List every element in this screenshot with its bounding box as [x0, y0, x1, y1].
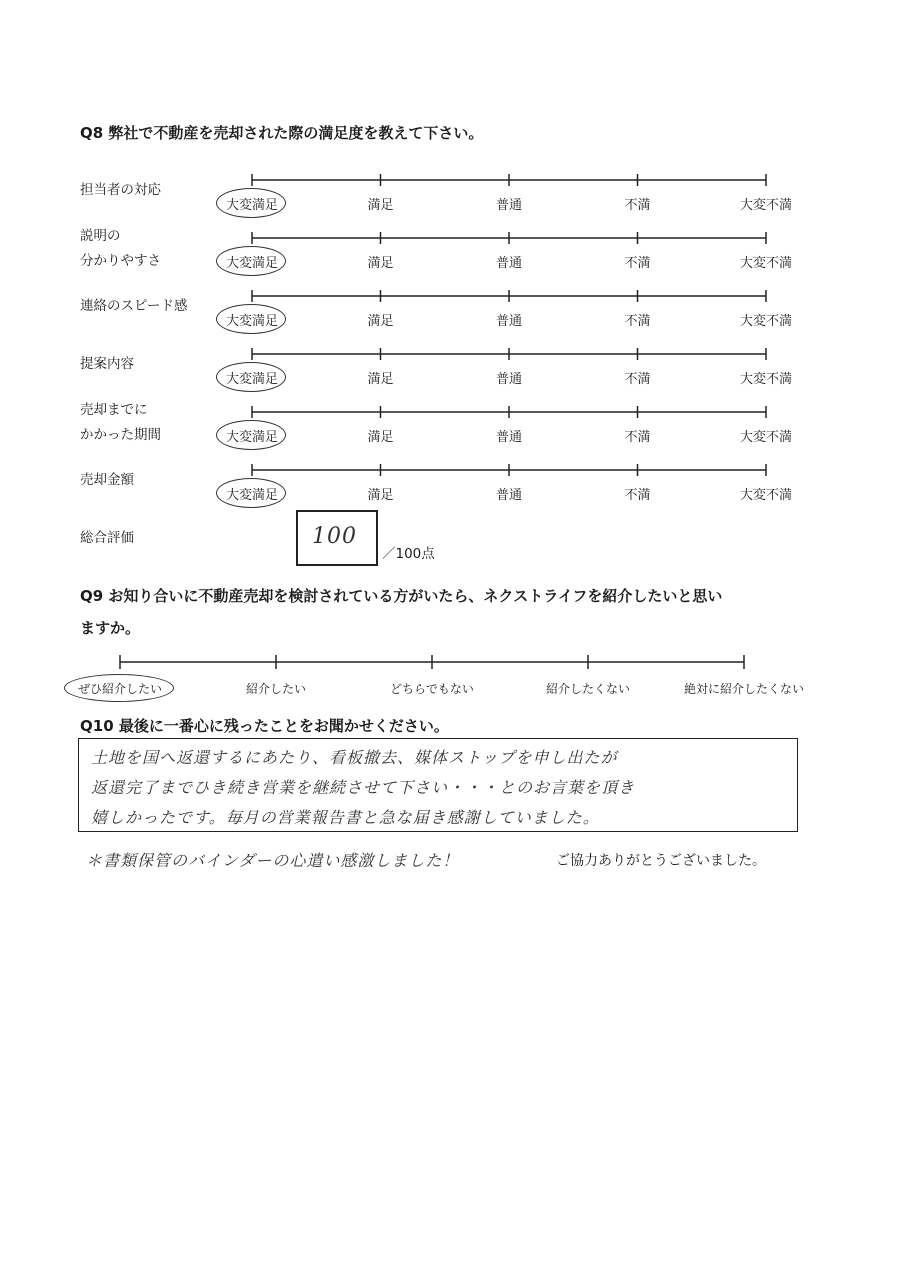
overall-max: ／100点 — [382, 546, 435, 562]
q8-row-2-option-label: 満足 — [367, 314, 394, 329]
q8-row-1-option-label: 不満 — [624, 256, 651, 271]
q9-option-label: どちらでもない — [390, 682, 474, 696]
q8-row-5-option-label: 大変不満 — [739, 488, 793, 503]
q8-row-3-option-label: 満足 — [367, 372, 394, 387]
q8-row-1-option-label: 大変不満 — [739, 256, 793, 271]
q9-option-label: ぜひ紹介したい — [77, 682, 163, 696]
q8-row-5-option-label: 大変満足 — [225, 488, 279, 503]
q8-row-2-option-label: 普通 — [495, 314, 523, 329]
q8-row-2-option-label: 不満 — [624, 314, 651, 329]
q10-title: Q10 最後に一番心に残ったことをお聞かせください。 — [80, 717, 449, 735]
q8-row-0-option-label: 満足 — [367, 198, 394, 213]
q8-row-4-option-label: 大変不満 — [739, 430, 793, 445]
q8-row-3-option-label: 普通 — [495, 372, 523, 387]
q8-row-0-option-label: 大変満足 — [225, 198, 279, 213]
q9-option-label: 紹介したくない — [545, 682, 631, 696]
q8-row-label-line: 提案内容 — [80, 356, 134, 372]
q8-row-label-line: 担当者の対応 — [80, 182, 161, 198]
q8-row-1-option-label: 満足 — [367, 256, 394, 271]
q8-row-4-option-label: 大変満足 — [225, 430, 279, 445]
q8-row-label-line: 説明の — [80, 228, 121, 244]
q8-row-1-option-label: 普通 — [495, 256, 523, 271]
overall-score: 100 — [312, 524, 357, 549]
q9-selection-circle — [64, 674, 174, 702]
q8-row-0-option-label: 普通 — [495, 198, 523, 213]
q8-row-label-line: 分かりやすさ — [80, 253, 161, 269]
q9-option-label: 紹介したい — [245, 682, 307, 696]
q8-row-5-option-label: 満足 — [367, 488, 394, 503]
answer-extra-note: ＊書類保管のバインダーの心遣い感激しました！ — [86, 851, 460, 870]
q8-row-label-line: 連絡のスピード感 — [80, 298, 188, 314]
q8-row-4-option-label: 普通 — [495, 430, 523, 445]
q8-row-label-line: 売却までに — [80, 402, 148, 418]
q8-row-label-line: かかった期間 — [80, 427, 161, 443]
q8-title: Q8 弊社で不動産を売却された際の満足度を教えて下さい。 — [80, 124, 484, 142]
q8-row-3-option-label: 不満 — [624, 372, 651, 387]
q8-row-2-option-label: 大変満足 — [225, 314, 279, 329]
q8-row-5-option-label: 普通 — [495, 488, 523, 503]
q9-option-label: 絶対に紹介したくない — [683, 682, 805, 696]
q8-row-3-option-label: 大変満足 — [225, 372, 279, 387]
closing-message: ご協力ありがとうございました。 — [556, 853, 766, 869]
q10-answer-box — [78, 738, 798, 832]
answer-line-1: 土地を国へ返還するにあたり、看板撤去、媒体ストップを申し出たが — [91, 748, 618, 767]
q8-row-2-option-label: 大変不満 — [739, 314, 793, 329]
q8-row-4-option-label: 満足 — [367, 430, 394, 445]
q8-row-label-line: 売却金額 — [80, 472, 134, 488]
q8-row-5-option-label: 不満 — [624, 488, 651, 503]
overall-label: 総合評価 — [80, 530, 134, 546]
q9-title-line2: ますか。 — [80, 619, 141, 637]
answer-line-3: 嬉しかったです。毎月の営業報告書と急な届き感謝していました。 — [91, 808, 600, 827]
q8-row-4-option-label: 不満 — [624, 430, 651, 445]
q8-row-0-option-label: 不満 — [624, 198, 651, 213]
q9-title-line1: Q9 お知り合いに不動産売却を検討されている方がいたら、ネクストライフを紹介したいと思い — [80, 587, 723, 605]
q8-row-1-option-label: 大変満足 — [225, 256, 279, 271]
q8-row-3-option-label: 大変不満 — [739, 372, 793, 387]
q8-row-0-option-label: 大変不満 — [739, 198, 793, 213]
answer-line-2: 返還完了までひき続き営業を継続させて下さい・・・とのお言葉を頂き — [91, 778, 636, 797]
